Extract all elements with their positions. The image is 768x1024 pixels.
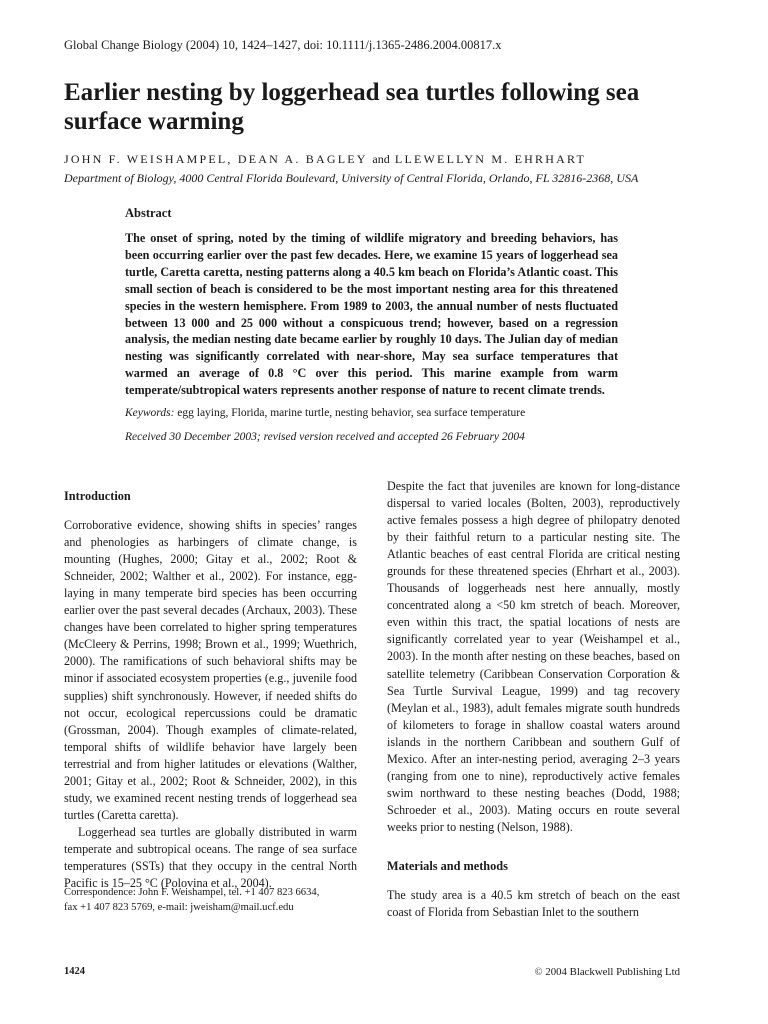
right-column bbox=[387, 478, 680, 921]
authors-first: JOHN F. WEISHAMPEL, DEAN A. BAGLEY bbox=[64, 152, 368, 166]
received-dates: Received 30 December 2003; revised version received and accepted 26 February 2004 bbox=[125, 431, 525, 443]
copyright-line bbox=[508, 966, 680, 978]
copyright-text: 2004 Blackwell Publishing Ltd bbox=[545, 966, 680, 978]
copyright-icon: © bbox=[534, 967, 543, 978]
keywords-label: Keywords: bbox=[125, 407, 175, 419]
methods-heading: Materials and methods bbox=[387, 858, 508, 873]
author-list bbox=[64, 152, 586, 167]
correspondence-line-2: fax +1 407 823 5769, e-mail: jweisham@mail.ucf.edu bbox=[64, 902, 294, 913]
intro-paragraph-2: Loggerhead sea turtles are globally distributed in warm temperate and subtropical oceans. The range of sea surface temperatures (SSTs) that they occupy in the central North Pacific is 15–25 °C (Polovina et al., 2004). bbox=[64, 824, 357, 891]
left-column bbox=[64, 488, 357, 892]
keywords-text: egg laying, Florida, marine turtle, nesting behavior, sea surface temperature bbox=[177, 407, 526, 419]
authors-last: LLEWELLYN M. EHRHART bbox=[394, 152, 586, 166]
introduction-heading: Introduction bbox=[64, 489, 131, 503]
authors-and: and bbox=[372, 152, 390, 166]
intro-paragraph-3: Despite the fact that juveniles are known for long-distance dispersal to varied locales (Bolten, 2003), reproductively active females possess a high degree of philopatry denoted by their faithful return to a particular nesting site. The Atlantic beaches of east central Florida are critical nesting grounds for these threatened species (Ehrhart et al., 2003). Thousands of loggerheads nest here annually, mostly concentrated along a <50 km stretch of beach. Moreover, even within this tract, the spatial locations of nests are significantly correlated year to year (Weishampel et al., 2003). In the month after nesting on these beaches, based on satellite telemetry (Caribbean Conservation Corporation & Sea Turtle Survival League, 1999) and tag recovery (Meylan et al., 1983), adult females migrate south hundreds of kilometers to forage in shallow coastal waters around islands in the northern Caribbean and southern Gulf of Mexico. After an inter-nesting period, averaging 2–3 years (ranging from one to nine), reproductively active females swim northward to these nesting beaches (Dodd, 1988; Schroeder et al., 2003). Mating occurs en route several weeks prior to nesting (Nelson, 1988). bbox=[387, 479, 680, 834]
correspondence-note bbox=[64, 885, 364, 915]
affiliation: Department of Biology, 4000 Central Florida Boulevard, University of Central Florida, Orlando, FL 32816-2368, USA bbox=[64, 171, 639, 185]
correspondence-line-1: Correspondence: John F. Weishampel, tel. +1 407 823 6634, bbox=[64, 887, 320, 898]
paper-title: Earlier nesting by loggerhead sea turtles following sea surface warming bbox=[64, 79, 640, 135]
intro-paragraph-1: Corroborative evidence, showing shifts in species’ ranges and phenologies as harbingers of climate change, is mounting (Hughes, 2000; Gitay et al., 2002; Root & Schneider, 2002; Walther et al., 2002). For instance, egg-laying in many temperate bird species has been occurring earlier over the past several decades (Archaux, 2003). These changes have been correlated to higher spring temperatures (McCleery & Perrins, 1998; Brown et al., 1999; Wuethrich, 2000). The ramifications of such behavioral shifts may be minor if associated ecosystem properties (e.g., juvenile food supplies) shift synchronously. However, if needed shifts do not occur, ecological repercussions could be dramatic (Grossman, 2004). Though examples of climate-related, temporal shifts of wildlife behavior have largely been terrestrial and from higher latitudes or elevations (Walther, 2001; Gitay et al., 2002; Root & Schneider, 2002), in this study, we examined recent nesting trends of loggerhead sea turtles (Caretta caretta). bbox=[64, 518, 357, 822]
page-number: 1424 bbox=[64, 966, 85, 977]
journal-citation: Global Change Biology (2004) 10, 1424–1427, doi: 10.1111/j.1365-2486.2004.00817.x bbox=[64, 38, 502, 52]
keywords bbox=[125, 407, 645, 419]
abstract-body: The onset of spring, noted by the timing of wildlife migratory and breeding behaviors, has been occurring earlier over the past few decades. Here, we examine 15 years of loggerhead sea turtle, Caretta caretta, nesting patterns along a 40.5 km beach on Florida’s Atlantic coast. This small section of beach is considered to be the most important nesting area for this threatened species in the western hemisphere. From 1989 to 2003, the annual number of nests fluctuated between 13 000 and 25 000 without a conspicuous trend; however, based on a regression analysis, the median nesting date became earlier by roughly 10 days. The Julian day of median nesting was significantly correlated with near-shore, May sea surface temperatures that warmed an average of 0.8 °C over this period. This marine example from warm temperate/subtropical waters represents another response of nature to recent climate trends. bbox=[125, 231, 618, 398]
abstract-heading: Abstract bbox=[125, 206, 172, 220]
methods-paragraph-1: The study area is a 40.5 km stretch of beach on the east coast of Florida from Sebastian Inlet to the southern bbox=[387, 888, 680, 920]
